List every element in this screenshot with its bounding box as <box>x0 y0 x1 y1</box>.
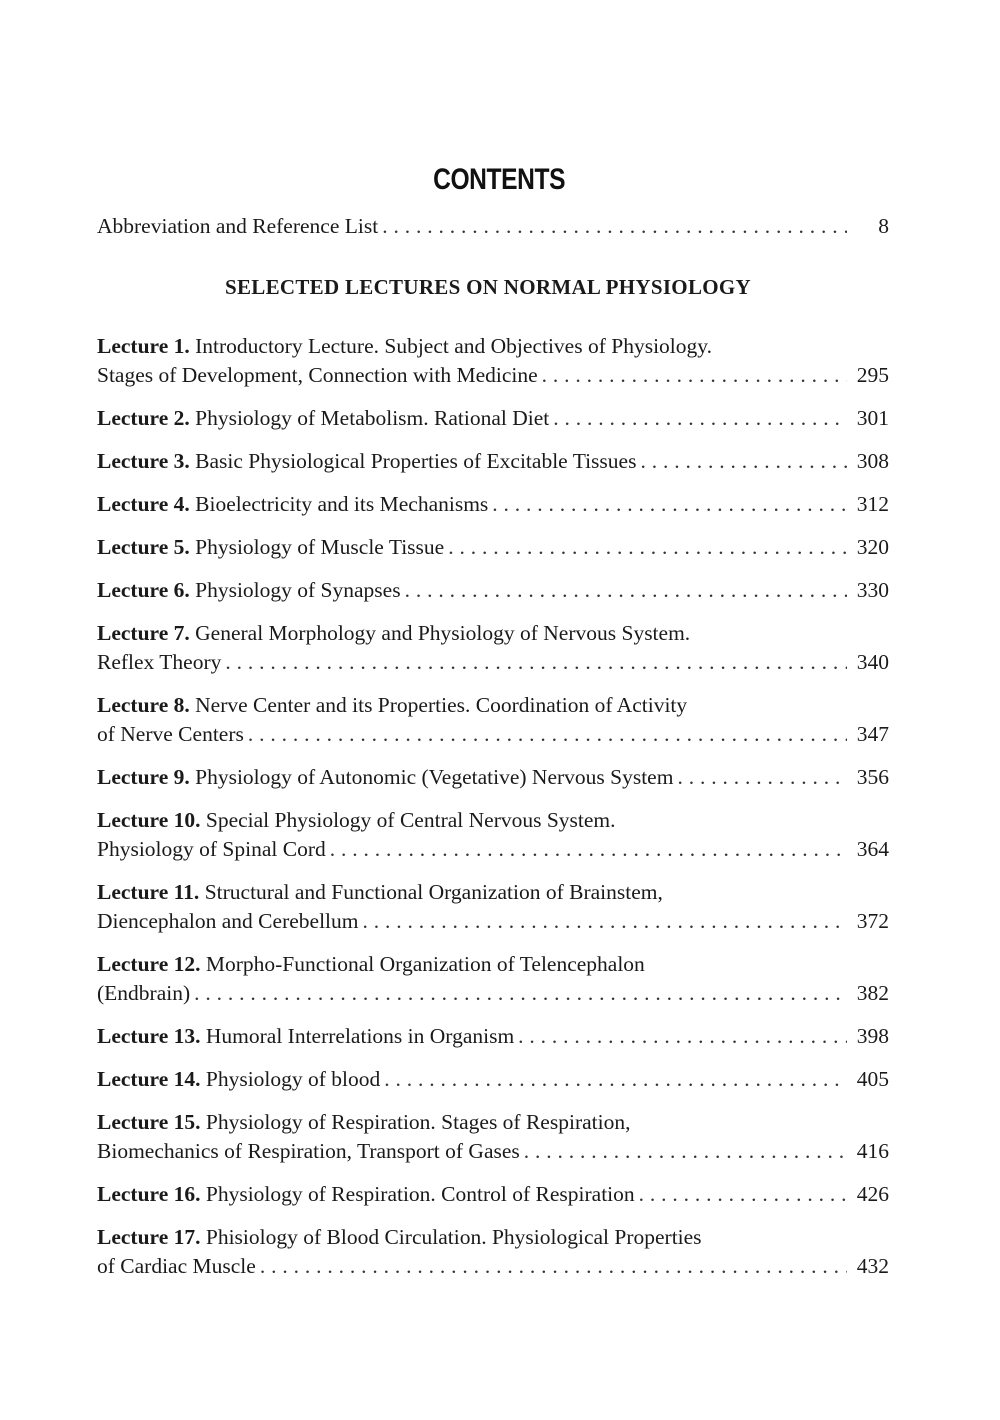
page-number: 320 <box>856 535 889 559</box>
lecture-title-line1: Phisiology of Blood Circulation. Physiological Properties <box>205 1225 702 1249</box>
lecture-title-line1: Basic Physiological Properties of Excitable Tissues <box>195 449 637 473</box>
page-number: 382 <box>856 981 889 1005</box>
lecture-title-line1: Physiology of Synapses <box>195 578 401 602</box>
page-title: CONTENTS <box>433 163 566 196</box>
lecture-label: Lecture 11. <box>97 880 200 904</box>
lecture-title <box>97 1180 635 1209</box>
toc-entry-lecture[interactable] <box>97 404 889 433</box>
lecture-title-line2: Physiology of Spinal Cord <box>97 837 326 861</box>
dot-leader <box>640 447 847 476</box>
toc-entry-lecture[interactable] <box>97 806 889 864</box>
page-number: 301 <box>856 406 889 430</box>
lecture-title <box>97 404 549 433</box>
lecture-title <box>97 1065 380 1094</box>
lecture-title-line1: Physiology of Autonomic (Vegetative) Nervous System <box>195 765 674 789</box>
lecture-title-line1: Morpho-Functional Organization of Telencephalon <box>205 952 645 976</box>
page-number: 372 <box>856 909 889 933</box>
dot-leader <box>518 1022 847 1051</box>
lecture-label: Lecture 3. <box>97 449 190 473</box>
lecture-title <box>97 533 444 562</box>
lecture-label: Lecture 16. <box>97 1182 201 1206</box>
lecture-label: Lecture 7. <box>97 621 190 645</box>
dot-leader <box>384 1065 847 1094</box>
lecture-title-line1: Physiology of Respiration. Stages of Respiration, <box>205 1110 631 1134</box>
lecture-title <box>97 1022 514 1051</box>
page-number: 8 <box>878 214 889 238</box>
section-heading: SELECTED LECTURES ON NORMAL PHYSIOLOGY <box>224 275 751 299</box>
lecture-title-line1: Physiology of Metabolism. Rational Diet <box>195 406 550 430</box>
lecture-label: Lecture 5. <box>97 535 190 559</box>
lecture-label: Lecture 8. <box>97 693 190 717</box>
lecture-title-line2: (Endbrain) <box>97 981 191 1005</box>
page-number: 364 <box>856 837 889 861</box>
lecture-title <box>97 490 488 519</box>
dot-leader <box>553 404 847 433</box>
dot-leader <box>225 648 847 677</box>
toc-entry-lecture[interactable] <box>97 332 889 390</box>
page-number: 295 <box>856 363 889 387</box>
dot-leader <box>524 1137 847 1166</box>
toc-entry-lecture[interactable] <box>97 447 889 476</box>
dot-leader <box>492 490 847 519</box>
page-number: 340 <box>856 650 889 674</box>
lecture-title <box>97 763 673 792</box>
page-number: 347 <box>856 722 889 746</box>
lecture-label: Lecture 1. <box>97 334 190 358</box>
dot-leader <box>260 1252 847 1281</box>
page-number: 405 <box>856 1067 889 1091</box>
lecture-title-line1: Humoral Interrelations in Organism <box>205 1024 515 1048</box>
toc-entry-lecture[interactable] <box>97 1065 889 1094</box>
table-of-contents <box>97 212 889 1295</box>
toc-entry-lecture[interactable] <box>97 691 889 749</box>
toc-entry-lecture[interactable] <box>97 533 889 562</box>
toc-entry-lecture[interactable] <box>97 1223 889 1281</box>
lecture-title-line2: Biomechanics of Respiration, Transport of Gases <box>97 1139 520 1163</box>
lecture-label: Lecture 6. <box>97 578 190 602</box>
dot-leader <box>194 979 847 1008</box>
page-number: 312 <box>856 492 889 516</box>
lecture-label: Lecture 13. <box>97 1024 201 1048</box>
dot-leader <box>542 361 847 390</box>
lecture-title-line2: Stages of Development, Connection with Medicine <box>97 363 538 387</box>
toc-entry-abbreviations[interactable] <box>97 212 889 241</box>
toc-entry-lecture[interactable] <box>97 1180 889 1209</box>
toc-entry-lecture[interactable] <box>97 490 889 519</box>
toc-entry-lecture[interactable] <box>97 878 889 936</box>
page-number: 398 <box>856 1024 889 1048</box>
dot-leader <box>677 763 847 792</box>
dot-leader <box>330 835 847 864</box>
lecture-title-line1: Bioelectricity and its Mechanisms <box>195 492 489 516</box>
page-number: 426 <box>856 1182 889 1206</box>
lecture-label: Lecture 9. <box>97 765 190 789</box>
lecture-title <box>97 447 636 476</box>
dot-leader <box>405 576 847 605</box>
toc-entry-lecture[interactable] <box>97 619 889 677</box>
lecture-title <box>97 576 401 605</box>
lecture-label: Lecture 12. <box>97 952 201 976</box>
lecture-title-line1: Introductory Lecture. Subject and Objectives of Physiology. <box>195 334 712 358</box>
toc-entry-lecture[interactable] <box>97 576 889 605</box>
page-number: 308 <box>856 449 889 473</box>
lecture-title-line2: Diencephalon and Cerebellum <box>97 909 359 933</box>
lecture-label: Lecture 2. <box>97 406 190 430</box>
toc-entry-lecture[interactable] <box>97 1022 889 1051</box>
lecture-title-line1: Physiology of Muscle Tissue <box>195 535 445 559</box>
lecture-title-line1: Physiology of Respiration. Control of Respiration <box>205 1182 635 1206</box>
lecture-label: Lecture 4. <box>97 492 190 516</box>
dot-leader <box>639 1180 847 1209</box>
toc-entry-lecture[interactable] <box>97 763 889 792</box>
dot-leader <box>448 533 847 562</box>
lecture-list <box>97 332 889 1281</box>
lecture-title-line1: Nerve Center and its Properties. Coordination of Activity <box>195 693 688 717</box>
entry-text: Abbreviation and Reference List <box>97 214 379 238</box>
lecture-label: Lecture 15. <box>97 1110 201 1134</box>
page-number: 356 <box>856 765 889 789</box>
lecture-title-line1: General Morphology and Physiology of Nervous System. <box>195 621 691 645</box>
dot-leader <box>382 212 847 241</box>
lecture-label: Lecture 10. <box>97 808 201 832</box>
lecture-title-line1: Physiology of blood <box>205 1067 381 1091</box>
lecture-label: Lecture 14. <box>97 1067 201 1091</box>
lecture-title-line2: of Cardiac Muscle <box>97 1254 256 1278</box>
lecture-title-line1: Structural and Functional Organization of Brainstem, <box>204 880 663 904</box>
toc-entry-lecture[interactable] <box>97 950 889 1008</box>
dot-leader <box>248 720 847 749</box>
page-number: 330 <box>856 578 889 602</box>
lecture-title-line2: Reflex Theory <box>97 650 222 674</box>
toc-entry-lecture[interactable] <box>97 1108 889 1166</box>
lecture-title-line2: of Nerve Centers <box>97 722 244 746</box>
lecture-label: Lecture 17. <box>97 1225 201 1249</box>
page-number: 432 <box>856 1254 889 1278</box>
dot-leader <box>363 907 848 936</box>
lecture-title-line1: Special Physiology of Central Nervous System. <box>205 808 616 832</box>
page-number: 416 <box>856 1139 889 1163</box>
